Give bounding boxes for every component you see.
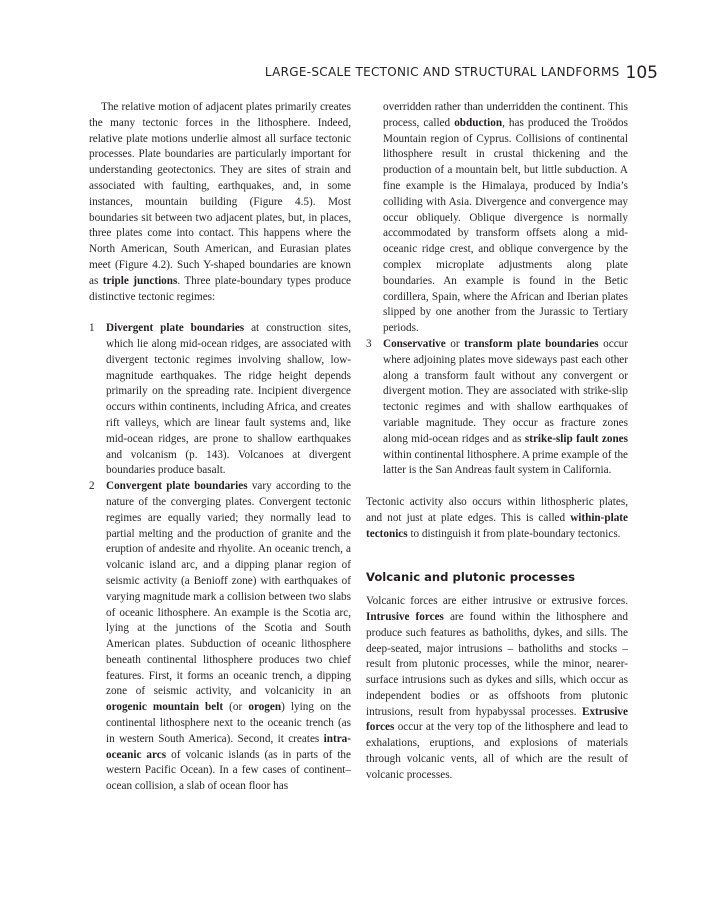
term-transform-boundaries: transform plate boundaries <box>464 337 599 350</box>
intro-paragraph <box>89 100 351 305</box>
term-divergent-boundaries: Divergent plate boundaries <box>106 322 245 335</box>
text-run: of volcanic islands (as in parts of the western Pacific Ocean). In a few cases of continent–ocean collision, a slab of ocean floor has <box>106 748 351 793</box>
section-heading: Volcanic and plutonic processes <box>366 570 575 585</box>
running-title: LARGE-SCALE TECTONIC AND STRUCTURAL LANDFORMS <box>264 65 620 79</box>
text-run: or <box>445 337 465 350</box>
text-run: Volcanic forces are either intrusive or extrusive forces. <box>366 595 628 608</box>
list-number: 1 <box>89 322 95 335</box>
list-number: 3 <box>366 337 372 350</box>
text-run: at construction sites, which lie along mid-ocean ridges, are associated with divergent tectonic regimes involving shallow, low-magnitude earthquakes. The ridge height depends primarily on the spreading rate. Incipient divergence occurs within continents, including Africa, and creates rift valleys, which are linear fault systems and, like mid-ocean ridges, are prone to shallow earthquakes and volcanism (p. 143). Volcanoes at divergent boundaries produce basalt. <box>106 322 351 477</box>
text-run: occur at the very top of the lithosphere and lead to exhalations, eruptions, and explosions of materials through volcanic vents, all of which are the result of volcanic processes. <box>366 721 628 781</box>
term-strike-slip-fault-zones: strike-slip fault zones <box>524 432 628 445</box>
left-column <box>89 100 351 795</box>
text-run: . Three plate-boundary types produce distinctive tectonic regimes: <box>89 274 351 303</box>
text-run: overridden rather than underridden the continent. This process, called <box>383 101 628 129</box>
term-orogenic-belt: orogenic mountain belt <box>106 701 224 714</box>
term-triple-junctions: triple junctions <box>102 274 178 287</box>
term-conservative: Conservative <box>383 337 446 350</box>
term-convergent-boundaries: Convergent plate boundaries <box>106 480 248 493</box>
list-item-divergent <box>89 321 351 479</box>
within-plate-paragraph <box>366 495 628 542</box>
text-run: , has produced the Troödos Mountain region of Cyprus. Collisions of continental lithosphere result in crustal thickening and the production of a mountain belt, but little subduction. A fine example is the Himalaya, produced by India’s colliding with Asia. Divergence and convergence may occur obliquely. Oblique divergence is normally accommodated by transform offsets along a mid-oceanic ridge crest, and oblique convergence by the complex microplate adjustments along plate boundaries. An example is found in the Betic cordillera, Spain, where the African and Iberian plates slipped by one another from the Jurassic to Tertiary periods. <box>383 116 628 335</box>
term-orogen: orogen <box>248 701 282 714</box>
term-obduction: obduction <box>454 116 503 129</box>
volcanic-paragraph <box>366 594 628 784</box>
list-item-convergent-continued <box>366 100 628 337</box>
text-run: (or <box>223 701 249 714</box>
text-run: ) lying on the continental lithosphere next to the oceanic trench (as in western South America). Second, it creates <box>106 701 351 745</box>
text-run: vary according to the nature of the converging plates. Convergent tectonic regimes are equally varied; they normally lead to partial melting and the production of granite and the eruption of andesite and rhyolite. An oceanic trench, a volcanic island arc, and a dipping planar region of seismic activity (a Benioff zone) with earthquakes of varying magnitude mark a collision between two slabs of oceanic lithosphere. An example is the Scotia arc, lying at the junctions of the Scotia and South American plates. Subduction of oceanic lithosphere beneath continental lithosphere produces two chief features. First, it forms an oceanic trench, a dipping zone of seismic activity, and volcanicity in an <box>106 480 351 698</box>
list-item-conservative <box>366 337 628 479</box>
running-header <box>90 63 658 83</box>
text-run: within continental lithosphere. A prime example of the latter is the San Andreas fault system in California. <box>383 448 628 477</box>
text-run: Tectonic activity also occurs within lithospheric plates, and not just at plate edges. This is called <box>366 495 628 524</box>
term-within-plate-tectonics: within-plate tectonics <box>366 511 628 540</box>
term-intrusive-forces: Intrusive forces <box>366 610 444 623</box>
text-run: to distinguish it from plate-boundary tectonics. <box>407 527 621 540</box>
right-column <box>366 100 628 784</box>
text-run: The relative motion of adjacent plates primarily creates the many tectonic forces in the lithosphere. Indeed, relative plate motions underlie almost all surface tectonic processes. Plate boundaries are particularly important for understanding geotectonics. They are sites of strain and associated with faulting, earthquakes, and, in some instances, mountain building (Figure 4.5). Most boundaries sit between two adjacent plates, but, in places, three plates come into contact. This happens where the North American, South American, and Eurasian plates meet (Figure 4.2). Such Y-shaped boundaries are known as <box>89 101 351 287</box>
list-item-convergent <box>89 479 351 795</box>
list-number: 2 <box>89 480 95 493</box>
text-run: occur where adjoining plates move sideways past each other along a transform fault without any convergent or divergent motion. They are associated with strike-slip tectonic regimes and with shallow earthquakes of variable magnitude. They occur as fracture zones along mid-ocean ridges and as <box>383 337 628 445</box>
text-run: are found within the lithosphere and produce such features as batholiths, dykes, and sills. The deep-seated, major intrusions – batholiths and stocks – result from plutonic processes, while the minor, nearer-surface intrusions such as dykes and sills, which occur as independent bodies or as offshoots from plutonic intrusions, result from hypabyssal processes. <box>366 610 628 718</box>
page-number: 105 <box>625 63 658 83</box>
term-intra-oceanic-arcs: intra-oceanic arcs <box>106 732 351 761</box>
term-extrusive-forces: Extrusive forces <box>366 705 628 734</box>
